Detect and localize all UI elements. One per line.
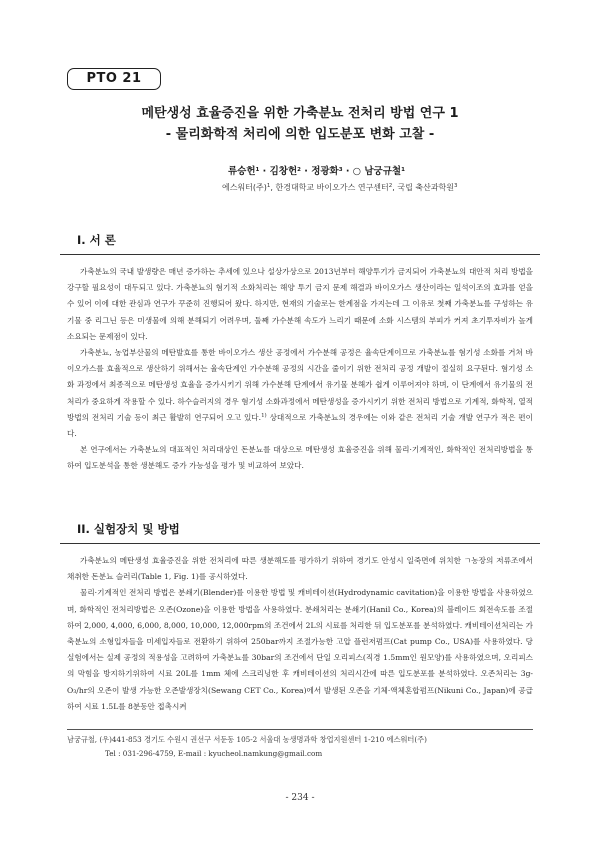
session-badge: PTO 21 [67,68,161,90]
corresponding-author-footnote [67,733,533,760]
title-line-1: 메탄생성 효율증진을 위한 가축분뇨 전처리 방법 연구 1 [141,106,459,121]
paper-title [60,103,540,145]
affiliation-line: 에스워터(주)$^1$, 한경대학교 바이오가스 연구센터$^2$, 국립 축산과학원$^3$ [222,183,458,192]
paragraph: 가축분뇨의 메탄생성 효율증진을 위한 전처리에 따른 생분해도를 평가하기 위하여 경기도 안성시 일죽면에 위치한 ㄱ농장의 저류조에서 채취한 돈분뇨 슬러리(Table 1, Fig. 1)를 공시하였다. [67,556,533,582]
introduction-body [67,264,533,475]
author-affil-mark: 1 [401,167,405,173]
methods-body [67,553,533,715]
section-divider [60,254,540,255]
affiliation-mark: 3 [454,183,458,189]
affiliation-mark: 1 [266,183,271,189]
author-name: ○ 남궁규철 [352,166,402,177]
paragraph: 물리·기계적인 전처리 방법은 분쇄기(Blender)를 이용한 방법 및 캐비테이션(Hydrodynamic cavitation)을 이용한 방법을 사용하였으며, 화학적인 전처리방법은 오존(Ozone)을 이용한 방법을 사용하였다. 분쇄처리는 분쇄기(Hanil Co., Korea)의 블레이드 회전속도를 조절하여 2,000, 4,000, 6,000, 8,000, 10,000, 12,000rpm의 조건에서 2L의 시료를 처리한 뒤 입도분포를 분석하였다. 캐비테이션처리는 가축분뇨의 소형입자들을 미세입자들로 전환하기 위하여 250bar까지 조절가능한 고압 플런저펌프(Cat pump Co., USA)를 사용하였다. 당 실험에서는 실제 공정의 적용성을 고려하여 가축분뇨를 30bar의 조건에서 단일 오리피스(직경 1.5mm인 원모양)를 사용하였으며, 오리피스의 막힘을 방지하기위하여 시료 20L를 1mm 체에 스크리닝한 후 캐비테이션의 처리시간에 따른 입도분포를 분석하였다. 오존처리는 3g-O₃/hr의 오존이 발생 가능한 오존발생장치(Sewang CET Co., Korea)에서 발생된 오존을 기체·액체혼합펌프(Nikuni Co., Japan)에 공급하여 시료 1.5L를 8분동안 접촉시켜 [67,588,533,711]
page-number: - 234 - [285,793,315,803]
affiliation-org: 한경대학교 바이오가스 연구센터 [275,183,389,192]
author-affil-mark: 3 [338,167,343,173]
footnote-divider [67,729,533,730]
section-heading-methods: II. 실험장치 및 방법 [77,522,180,536]
paragraph: 본 연구에서는 가축분뇨의 대표적인 처리대상인 돈분뇨를 대상으로 메탄생성 효율증진을 위해 물리·기계적인, 화학적인 전처리방법을 통하여 입도분석을 통한 생분해도 증가 가능성을 평가 및 비교하여 보았다. [67,445,533,471]
paragraph: 가축분뇨의 국내 발생량은 매년 증가하는 추세에 있으나 설상가상으로 2013년부터 해양투기가 금지되어 가축분뇨의 대안적 처리 방법을 강구할 필요성이 대두되고 있다. 가축분뇨의 혐기적 소화처리는 해양 투기 금지 문제 해결과 바이오가스 생산이라는 일석이조의 효과를 얻을 수 있어 이에 대한 관심과 연구가 꾸준히 진행되어 왔다. 하지만, 현재의 기술로는 한계점을 가지는데 그 이유로 첫째 가축분뇨를 구성하는 유기물 중 리그닌 등은 미생물에 의해 분해되기 어려우며, 둘째 가수분해 속도가 느리기 때문에 소화 시스템의 부피가 커져 초기투자비가 높게 소요되는 문제점이 있다. [67,267,533,341]
paragraph-text: 상대적으로 가축분뇨의 경우에는 이와 같은 전처리 기술 개발 연구가 적은 편이다. [67,412,533,439]
paragraph [67,345,533,442]
author-list: 류승헌$^1$ · 김창헌$^2$ · 정광화$^3$ · ○ 남궁규철$^1$ [228,166,405,177]
reference-mark: 1) [261,412,267,419]
section-heading-introduction: I. 서 론 [77,233,116,247]
affiliation-org: 국립 축산과학원 [397,183,454,192]
footnote-address: 남궁규철, (우)441-853 경기도 수원시 권선구 서둔동 105-2 서울대 농생명과학 창업지원센터 1-210 에스워터(주) [67,735,427,744]
author-affil-mark: 1 [255,167,260,173]
author-name: 정광화 [311,166,339,177]
section-divider [60,543,540,544]
footnote-contact: Tel : 031-296-4759, E-mail : kyucheol.namkung@gmail.com [105,748,323,758]
affiliation-org: 에스워터(주) [222,183,267,192]
affiliation-mark: 2 [388,183,393,189]
author-name: 김창헌 [269,166,298,177]
title-line-2: - 물리화학적 처리에 의한 입도분포 변화 고찰 - [165,127,435,142]
author-name: 류승헌 [228,166,256,177]
author-affil-mark: 2 [297,167,301,173]
paragraph-text: 가축분뇨, 농업부산물의 메탄발효를 통한 바이오가스 생산 공정에서 가수분해 공정은 율속단계이므로 가축분뇨를 혐기성 소화를 거쳐 바이오가스를 효율적으로 생산하기 위해서는 율속단계인 가수분해 공정의 시간을 줄이기 위한 전처리 공정 개발이 절실히 요구된다. 혐기성 소화 과정에서 최종적으로 메탄생성 효율을 증가시키기 위해 가수분해 단계에서 유기물 분해가 쉽게 이루어져야 하며, 이 단계에서 유기물의 전처리가 중요하게 작용할 수 있다. 하수슬러지의 경우 혐기성 소화과정에서 메탄생성을 증가시키기 위한 전처리 방법으로 기계적, 화학적, 열적 방법의 전처리 기술 등이 최근 활발히 연구되어 오고 있다. [67,348,533,422]
